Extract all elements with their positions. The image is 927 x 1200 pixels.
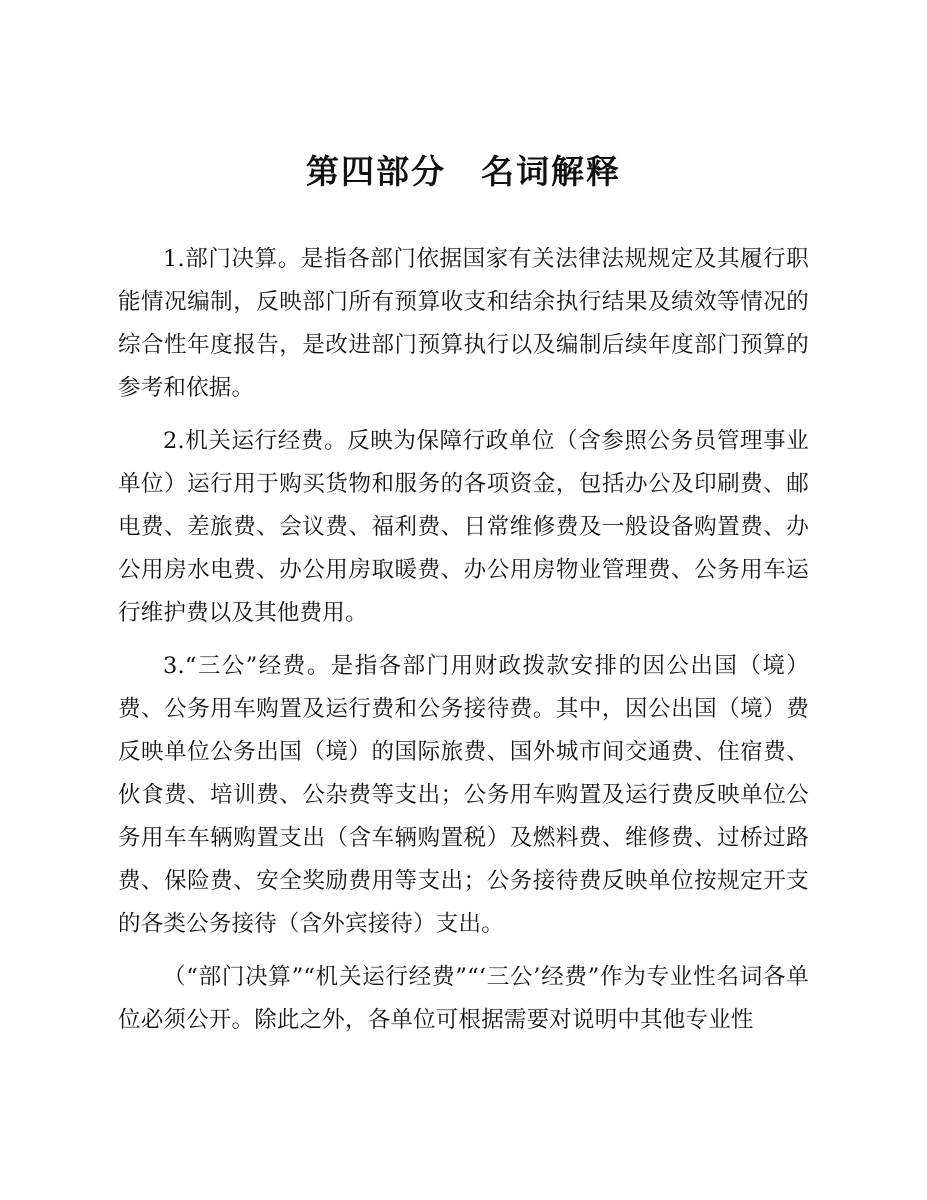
paragraph-three-public-expenses: 3.“三公”经费。是指各部门用财政拨款安排的因公出国（境）费、公务用车购置及运行费和公务接待费。其中，因公出国（境）费反映单位公务出国（境）的国际旅费、国外城市间交通费、住宿费、伙食费、培训费、公杂费等支出；公务用车购置及运行费反映单位公务用车车辆购置支出（含车辆购置税）及燃料费、维修费、过桥过路费、保险费、安全奖励费用等支出；公务接待费反映单位按规定开支的各类公务接待（含外宾接待）支出。	[118, 652, 809, 937]
paragraph-agency-operating-expenses: 2.机关运行经费。反映为保障行政单位（含参照公务员管理事业单位）运行用于购买货物和服务的各项资金，包括办公及印刷费、邮电费、差旅费、会议费、福利费、日常维修费及一般设备购置费、办公用房水电费、办公用房取暖费、办公用房物业管理费、公务用车运行维护费以及其他费用。	[118, 427, 809, 626]
paragraph-disclosure-note: （“部门决算”“机关运行经费”“‘三公’经费”作为专业性名词各单位必须公开。除此之外，各单位可根据需要对说明中其他专业性	[118, 963, 809, 1033]
page-title: 第四部分 名词解释	[306, 152, 621, 191]
paragraph-departmental-final-accounts: 1.部门决算。是指各部门依据国家有关法律法规规定及其履行职能情况编制，反映部门所有预算收支和结余执行结果及绩效等情况的综合性年度报告，是改进部门预算执行以及编制后续年度部门预算的参考和依据。	[118, 245, 809, 401]
document-body	[0, 238, 927, 1042]
